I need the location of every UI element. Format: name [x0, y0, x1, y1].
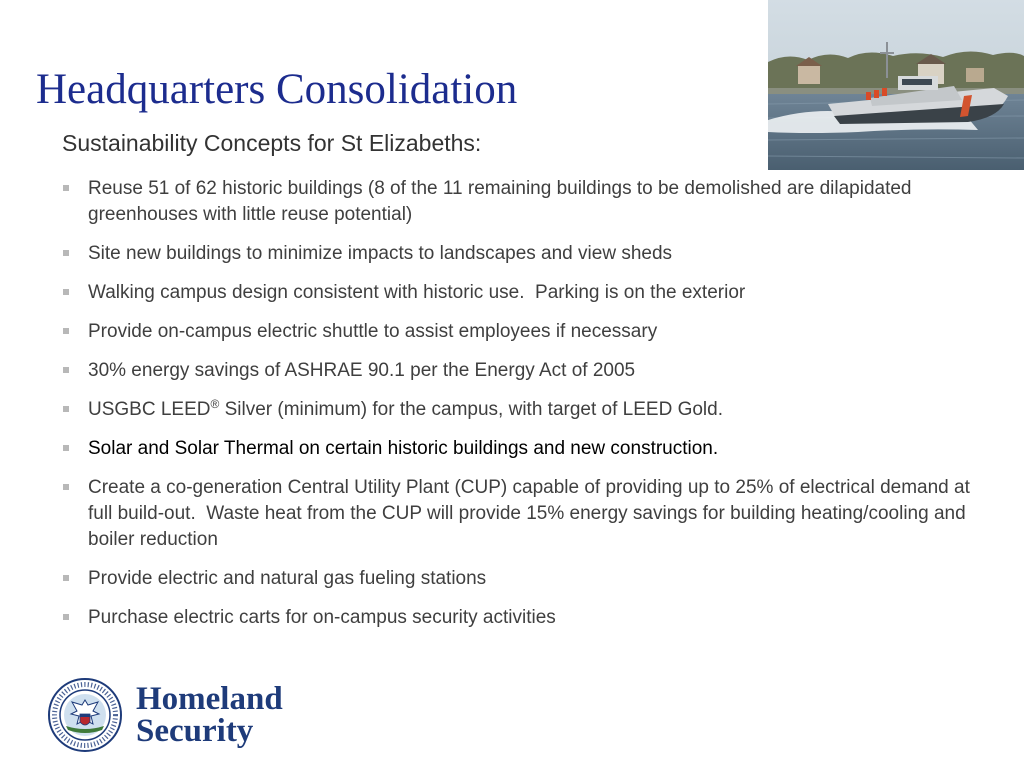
- square-bullet-icon: [63, 328, 69, 334]
- bullet-text: Provide on-campus electric shuttle to assist employees if necessary: [88, 321, 658, 342]
- bullet-item: [62, 475, 982, 553]
- bullet-text: 30% energy savings of ASHRAE 90.1 per the Energy Act of 2005: [88, 360, 636, 381]
- dhs-logo: [48, 678, 308, 754]
- square-bullet-icon: [63, 367, 69, 373]
- square-bullet-icon: [63, 250, 69, 256]
- bullet-text: Site new buildings to minimize impacts to landscapes and view sheds: [88, 243, 673, 264]
- square-bullet-icon: [63, 445, 69, 451]
- bullet-text: Solar and Solar Thermal on certain historic buildings and new construction.: [88, 438, 719, 459]
- square-bullet-icon: [63, 575, 69, 581]
- bullet-item: [62, 280, 982, 306]
- bullet-text-before: USGBC LEED: [88, 399, 211, 420]
- bullet-item: [62, 605, 982, 631]
- logo-wordmark-homeland: Homeland: [136, 681, 283, 717]
- square-bullet-icon: [63, 406, 69, 412]
- square-bullet-icon: [63, 185, 69, 191]
- bullet-text: Purchase electric carts for on-campus security activities: [88, 607, 556, 628]
- logo-wordmark-security: Security: [136, 713, 254, 749]
- bullet-item: [62, 241, 982, 267]
- slide-subtitle: Sustainability Concepts for St Elizabeths:: [62, 130, 482, 156]
- square-bullet-icon: [63, 484, 69, 490]
- bullet-item: [62, 358, 982, 384]
- bullet-text: Provide electric and natural gas fueling stations: [88, 568, 487, 589]
- square-bullet-icon: [63, 614, 69, 620]
- bullet-item: [62, 176, 982, 228]
- bullet-item: [62, 436, 982, 462]
- registered-mark: ®: [210, 397, 220, 411]
- bullet-list: [62, 176, 982, 644]
- bullet-text: Create a co-generation Central Utility Plant (CUP) capable of providing up to 25% of electrical demand at full build-out. Waste heat from the CUP will provide 15% energy savings for building heating/cooling and boiler reduction: [88, 477, 976, 550]
- slide-title: Headquarters Consolidation: [36, 66, 518, 113]
- bullet-item: [62, 319, 982, 345]
- dhs-seal-icon: [48, 678, 122, 752]
- bullet-text: Walking campus design consistent with historic use. Parking is on the exterior: [88, 282, 746, 303]
- bullet-item: [62, 397, 982, 423]
- coast-guard-boat-photo: [768, 0, 1024, 170]
- square-bullet-icon: [63, 289, 69, 295]
- bullet-item: [62, 566, 982, 592]
- bullet-text: Reuse 51 of 62 historic buildings (8 of the 11 remaining buildings to be demolished are dilapidated greenhouses with little reuse potential): [88, 178, 912, 225]
- bullet-text-after: Silver (minimum) for the campus, with target of LEED Gold.: [219, 399, 723, 420]
